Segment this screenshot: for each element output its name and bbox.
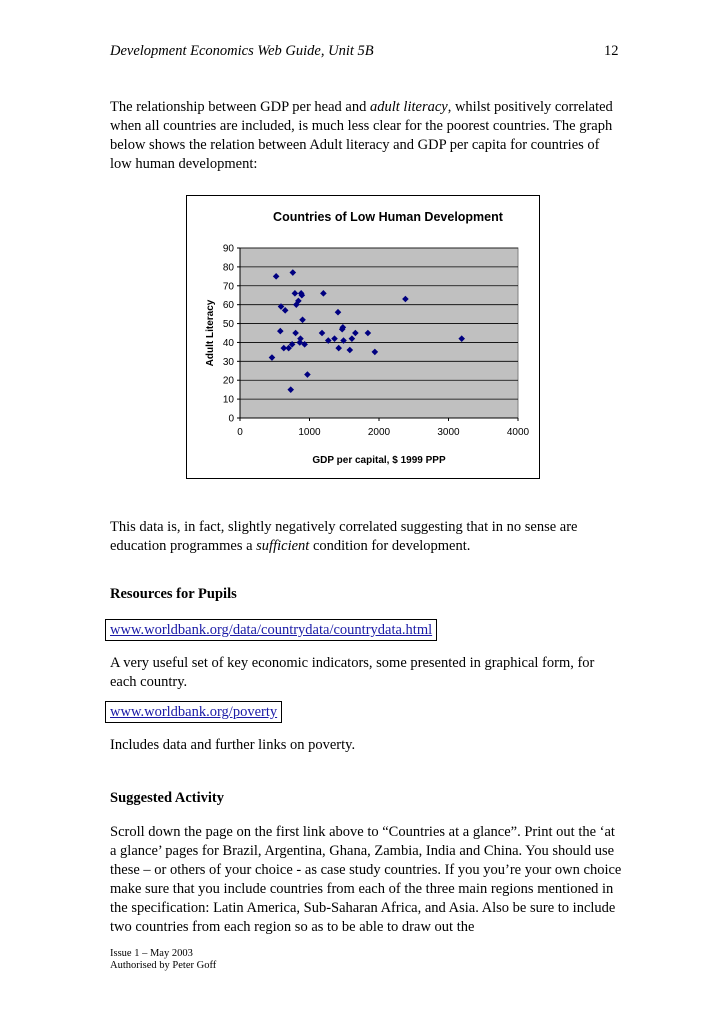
intro-text-2: , whilst positively correlated when all countries are included, is much less clear for the poorest countries. The graph below shows the relation between Adult literacy and GDP per capita for countries of low human development: [110,99,613,172]
correlation-emphasis: sufficient [256,538,310,554]
y-axis-label: Adult Literacy [205,299,216,367]
link-countrydata[interactable]: www.worldbank.org/data/countrydata/countrydata.html [110,622,433,638]
y-tick-label: 40 [222,337,234,349]
activity-paragraph: Scroll down the page on the first link above to “Countries at a glance”. Print out the ‘at a glance’ pages for Brazil, Argentina, Ghana, Zambia, India and China. You should use these – or others of your choice - as case study countries. If you you’re your own choice make sure that you include countries from each of the three main regions mentioned in the specification: Latin America, Sub-Saharan Africa, and Asia. Also be sure to include two countries from each region so as to be able to draw out the [110,824,622,935]
y-tick-label: 60 [222,300,234,312]
resources-heading: Resources for Pupils [110,586,237,602]
y-tick-label: 70 [222,281,234,293]
page-number: 12 [604,43,619,59]
y-tick-label: 0 [228,413,234,425]
x-tick-label: 3000 [437,427,460,438]
correlation-paragraph [110,518,622,556]
header-title: Development Economics Web Guide, Unit 5B [110,43,374,59]
intro-emphasis: adult literacy [369,99,448,115]
y-tick-labels [223,244,240,425]
x-tick-label: 2000 [367,427,391,438]
correlation-text-2: condition for development. [309,538,471,554]
correlation-text-1: This data is, in fact, slightly negatively correlated suggesting that in no sense are education programmes a [110,519,578,554]
footer-author: Authorised by Peter Goff [110,960,217,971]
x-tick-labels [237,418,529,438]
y-tick-label: 20 [222,375,234,387]
activity-heading: Suggested Activity [110,790,224,806]
chart-title: Countries of Low Human Development [273,210,503,224]
x-axis-label: GDP per capital, $ 1999 PPP [312,455,446,466]
footer-issue: Issue 1 – May 2003 [110,948,193,959]
resource-description-1: A very useful set of key economic indicators, some presented in graphical form, for each country. [110,655,595,690]
link-box-countrydata [105,619,437,641]
link-box-poverty [105,701,282,723]
x-tick-label: 0 [237,427,243,438]
x-tick-label: 4000 [506,427,530,438]
link-poverty[interactable]: www.worldbank.org/poverty [110,704,278,720]
y-tick-label: 90 [222,243,234,255]
intro-text-1: The relationship between GDP per head and [110,99,370,115]
y-tick-label: 50 [222,319,234,331]
intro-paragraph [110,98,622,174]
x-tick-label: 1000 [298,427,321,438]
y-tick-label: 30 [222,356,234,368]
y-tick-label: 80 [222,262,234,274]
scatter-chart [186,195,540,479]
resource-description-2: Includes data and further links on poverty. [110,737,356,753]
y-tick-label: 10 [222,394,234,406]
